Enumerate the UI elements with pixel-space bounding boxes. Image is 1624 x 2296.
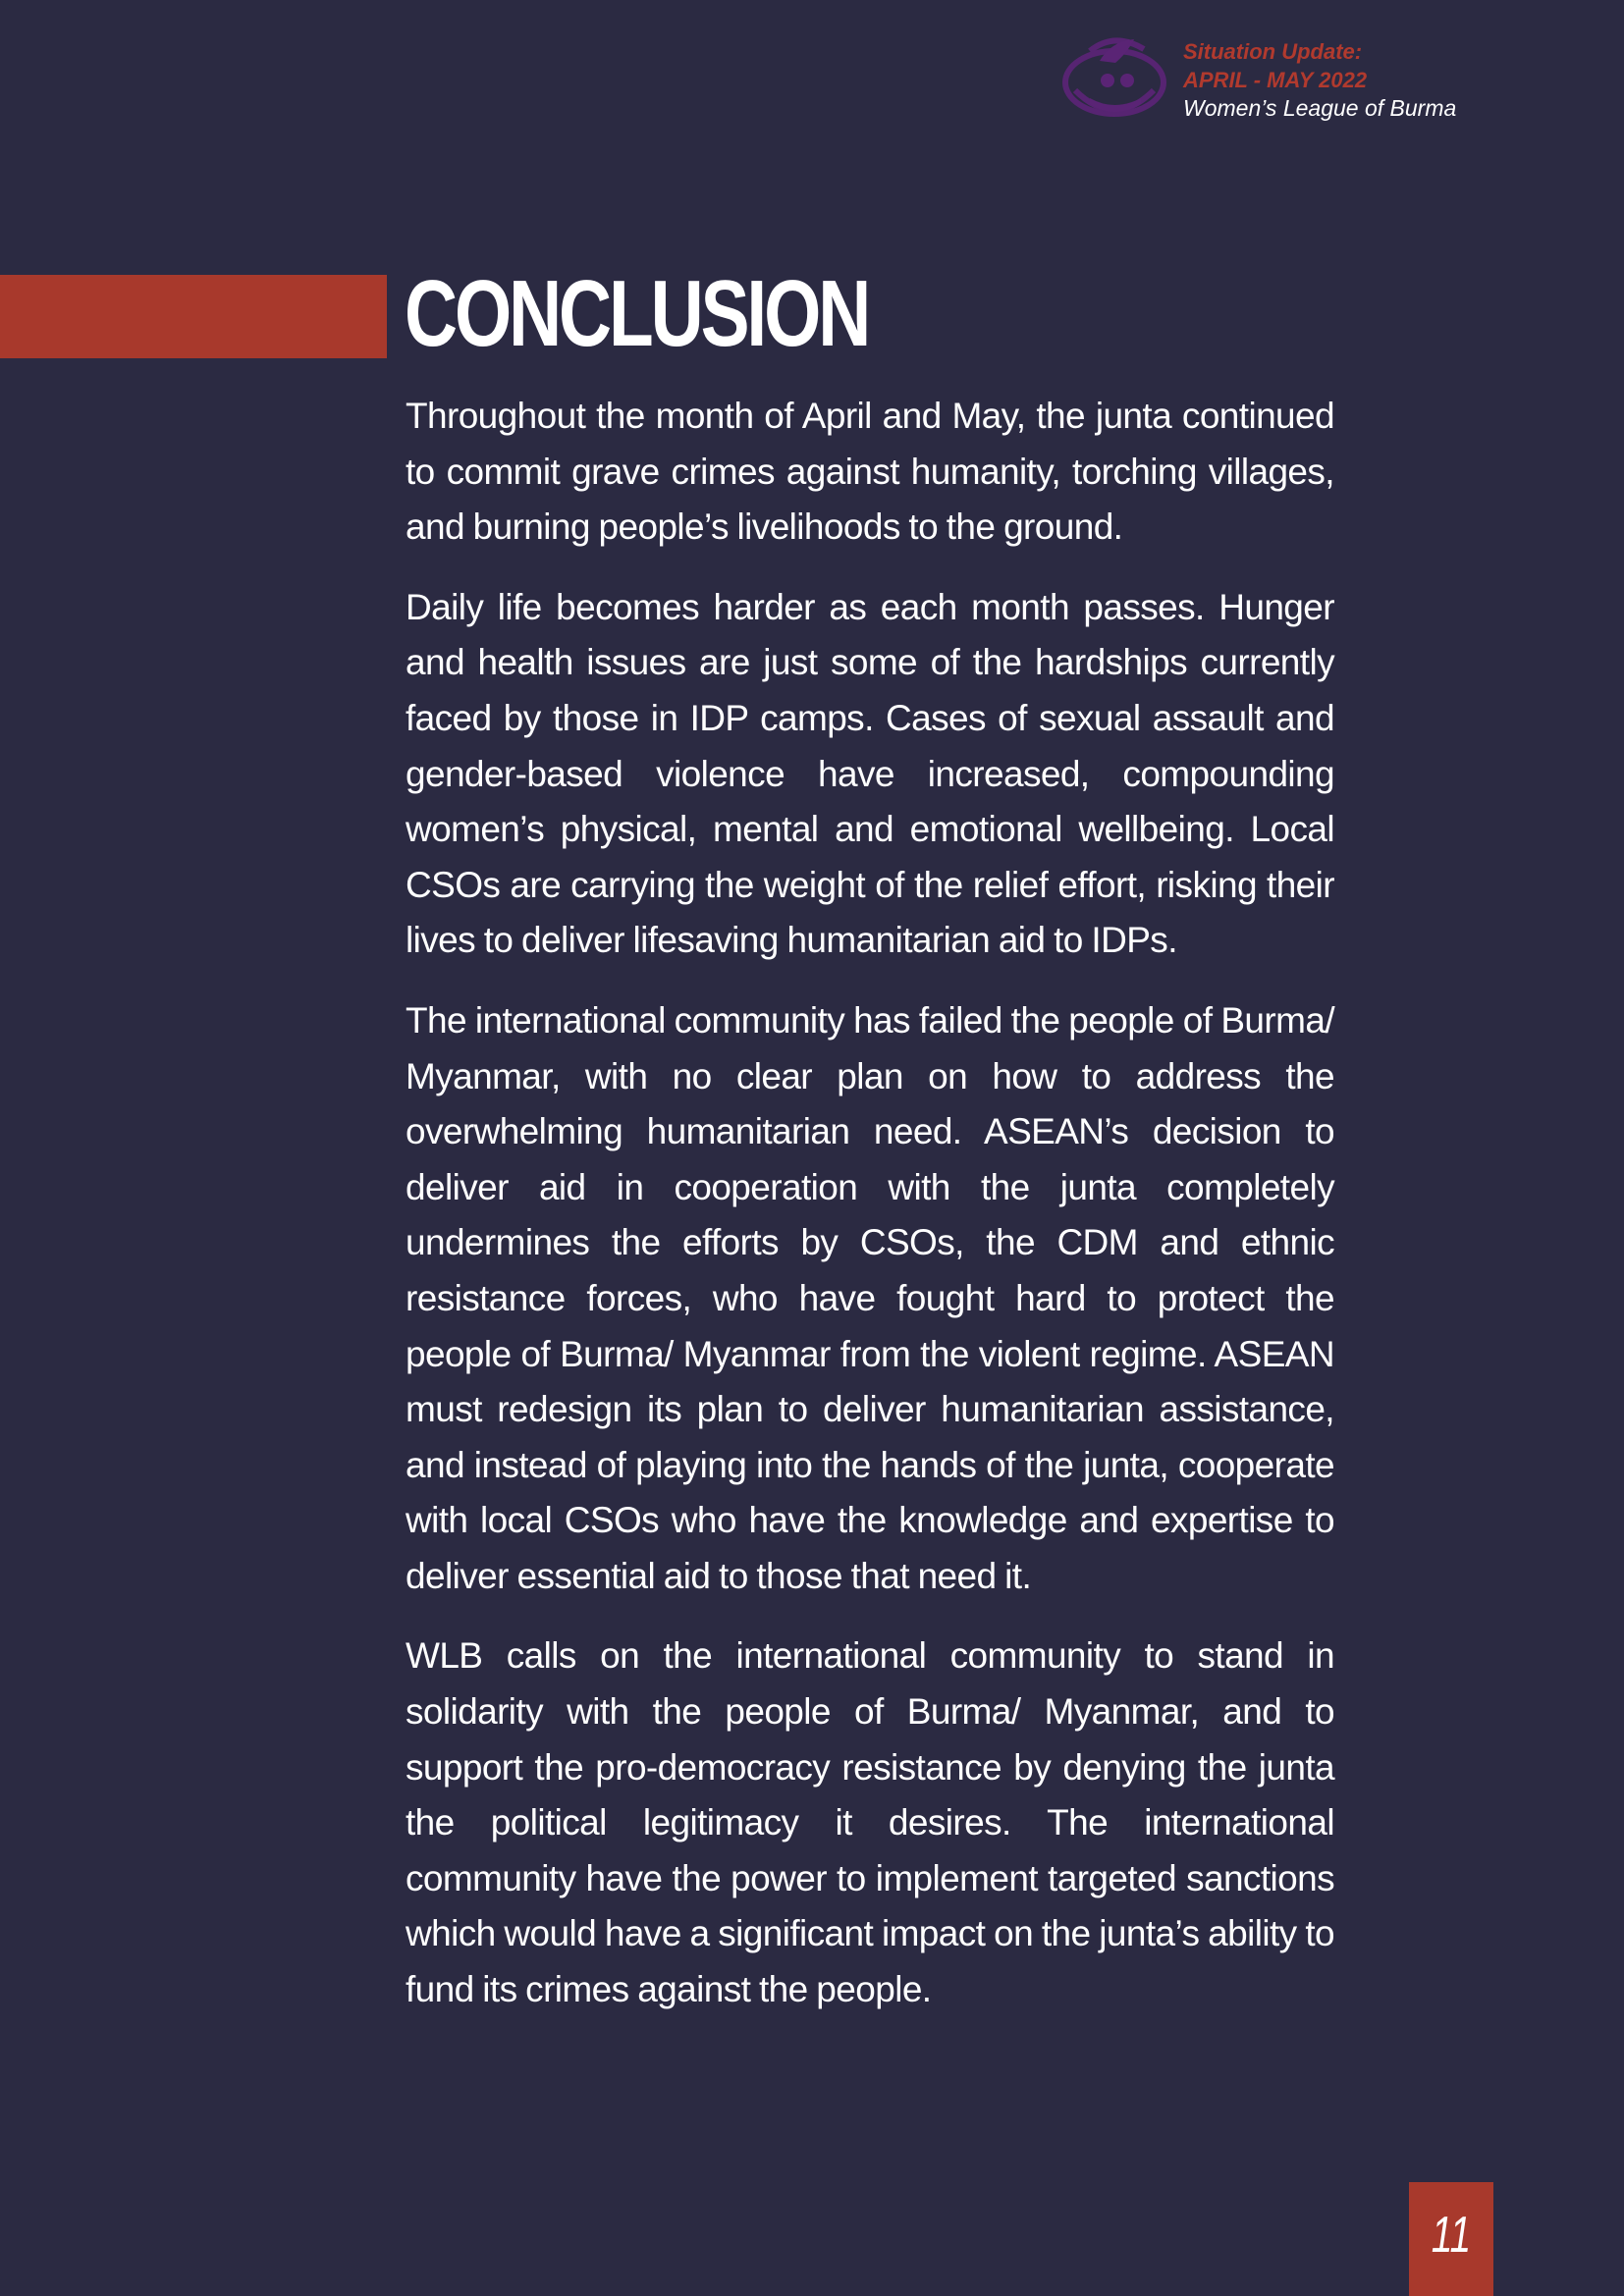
paragraph-4: WLB calls on the international community to stand in solidarity with the people of Burma/ Myanmar, and to support the pro-democracy resistance by denying the junta the political legitimacy it desires. The international community have the power to implement targeted sanctions which would have a significant impact on the junta’s ability to fund its crimes against the people. [406,1635,1334,2010]
page-number: 11 [1431,2207,1472,2264]
page-title: CONCLUSION [405,261,869,366]
header-text [1183,37,1596,123]
header-line-org: Women’s League of Burma [1183,95,1457,121]
title-accent-bar [0,275,387,358]
paragraph-2: Daily life becomes harder as each month passes. Hunger and health issues are just some of the hardships currently faced by those in IDP camps. Cases of sexual assault and gender-based violence have increased, compounding women’s physical, mental and emotional wellbeing. Local CSOs are carrying the weight of the relief effort, risking their lives to deliver lifesaving humanitarian aid to IDPs. [406,586,1334,961]
header-line-situation: Situation Update: [1183,39,1363,64]
page-number-box [1409,2182,1493,2296]
paragraph-3: The international community has failed the people of Burma/ Myanmar, with no clear plan on how to address the overwhelming humanitarian need. ASEAN’s decision to deliver aid in cooperation with the junta completely undermines the efforts by CSOs, the CDM and ethnic resistance forces, who have fought hard to protect the people of Burma/ Myanmar from the violent regime. ASEAN must redesign its plan to deliver humanitarian assistance, and instead of playing into the hands of the junta, cooperate with local CSOs who have the knowledge and expertise to deliver essential aid to those that need it. [406,999,1334,1596]
body-content [406,389,1334,2043]
header [1051,22,1600,139]
header-line-dates: APRIL - MAY 2022 [1183,68,1368,92]
wlb-logo-icon [1051,22,1178,130]
paragraph-1: Throughout the month of April and May, the junta continued to commit grave crimes against humanity, torching villages, and burning people’s livelihoods to the ground. [406,396,1334,548]
